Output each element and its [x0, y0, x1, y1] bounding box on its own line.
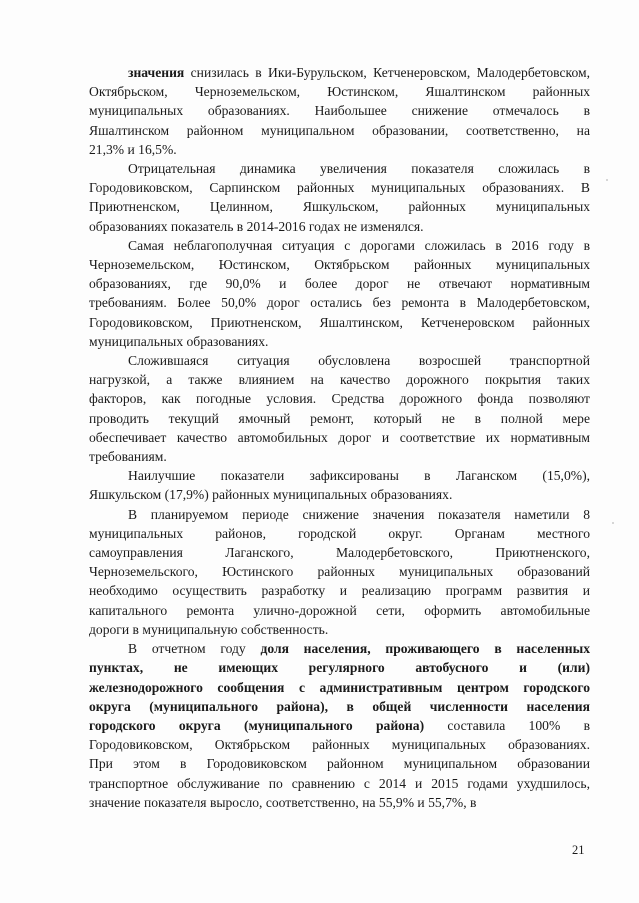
text-run: проводить текущий ямочный ремонт, который не в полной мере	[89, 410, 590, 426]
text-line	[89, 82, 590, 101]
text-run: требованиям.	[89, 449, 167, 465]
text-line	[89, 754, 590, 773]
text-line	[89, 524, 590, 543]
text-line	[89, 485, 590, 504]
text-line	[89, 178, 590, 197]
text-line	[89, 63, 590, 82]
text-run: транспортное обслуживание по сравнению с 2014 и 2015 годами ухудшилось,	[89, 775, 590, 791]
text-run: дороги в муниципальную собственность.	[89, 621, 329, 637]
text-run: В планируемом периоде снижение значения показателя наметили 8	[128, 506, 590, 522]
bold-text-run: пунктах, не имеющих регулярного автобусного и (или)	[89, 660, 590, 676]
text-line	[89, 217, 590, 236]
bold-text-run: округа (муниципального района), в общей численности населения	[89, 698, 590, 714]
text-line	[89, 562, 590, 581]
text-run: Городовиковском, Сарпинском районных муниципальных образованиях. В	[89, 180, 590, 196]
paragraph	[89, 351, 590, 466]
text-line	[89, 428, 590, 447]
text-line	[89, 581, 590, 600]
text-line	[89, 505, 590, 524]
text-line	[89, 678, 590, 697]
text-line	[89, 121, 590, 140]
text-line	[89, 101, 590, 120]
text-line	[89, 140, 590, 159]
text-line	[89, 409, 590, 428]
text-run: Яшкульском (17,9%) районных муниципальных образованиях.	[89, 487, 453, 503]
text-line	[89, 466, 590, 485]
text-line	[89, 313, 590, 332]
paragraph	[89, 505, 590, 639]
text-line	[89, 658, 590, 677]
text-run: факторов, как погодные условия. Средства дорожного фонда позволяют	[89, 391, 590, 407]
text-line	[89, 793, 590, 812]
text-run: Приютненском, Целинном, Яшкульском, районных муниципальных	[89, 199, 590, 215]
text-run: Яшалтинском районном муниципальном образовании, соответственно, на	[89, 122, 590, 138]
text-line	[89, 774, 590, 793]
text-line	[89, 332, 590, 351]
bold-text-run: городского округа (муниципального района)	[89, 717, 425, 733]
bold-text-run: железнодорожного сообщения с административным центром городского	[89, 679, 590, 695]
text-run: требованиям. Более 50,0% дорог остались без ремонта в Малодербетовском,	[89, 295, 590, 311]
text-run: При этом в Городовиковском районном муниципальном образовании	[89, 756, 590, 772]
text-line	[89, 351, 590, 370]
text-line	[89, 620, 590, 639]
text-run: муниципальных образованиях. Наибольшее снижение отмечалось в	[89, 103, 590, 119]
paragraph	[89, 639, 590, 812]
page-number: 21	[572, 843, 585, 857]
text-line	[89, 236, 590, 255]
text-line	[89, 255, 590, 274]
text-run: 21,3% и 16,5%.	[89, 141, 177, 157]
paragraph	[89, 159, 590, 236]
text-run: Наилучшие показатели зафиксированы в Лаганском (15,0%),	[128, 468, 590, 484]
text-run: Октябрьском, Черноземельском, Юстинском, Яшалтинском районных	[89, 84, 590, 100]
scan-speck	[612, 522, 614, 524]
text-run: Городовиковском, Приютненском, Яшалтинском, Кетченеровском районных	[89, 314, 590, 330]
text-run: необходимо осуществить разработку и реализацию программ развития и	[89, 583, 590, 599]
bold-text-run: доля населения, проживающего в населенных	[260, 641, 591, 657]
text-run: муниципальных районов, городской округ. Органам местного	[89, 525, 590, 541]
text-run: нагрузкой, а также влиянием на качество дорожного покрытия таких	[89, 372, 590, 388]
text-run: капитального ремонта улично-дорожной сети, оформить автомобильные	[89, 602, 590, 618]
text-line	[89, 159, 590, 178]
text-run: Отрицательная динамика увеличения показателя сложилась в	[128, 161, 590, 177]
text-line	[89, 697, 590, 716]
text-run: Черноземельском, Юстинском, Октябрьском районных муниципальных	[89, 257, 590, 273]
paragraph	[89, 236, 590, 351]
text-run: самоуправления Лаганского, Малодербетовского, Приютненского,	[89, 545, 590, 561]
document-body	[89, 63, 590, 812]
text-run: В отчетном году	[128, 641, 261, 657]
text-run: образованиях, где 90,0% и более дорог не отвечают нормативным	[89, 276, 590, 292]
text-run: снизилась в Ики-Бурульском, Кетченеровском, Малодербетовском,	[184, 65, 590, 80]
paragraph	[89, 63, 590, 159]
text-line	[89, 370, 590, 389]
text-line	[89, 601, 590, 620]
text-run: составила 100% в	[424, 717, 590, 733]
scan-speck	[606, 179, 608, 181]
text-line	[89, 716, 590, 735]
text-run: муниципальных образованиях.	[89, 333, 269, 349]
text-line	[89, 447, 590, 466]
text-run: образованиях показатель в 2014-2016 годах не изменялся.	[89, 218, 424, 234]
text-line	[89, 274, 590, 293]
text-line	[89, 639, 590, 658]
text-line	[89, 389, 590, 408]
text-run: Городовиковском, Октябрьском районных муниципальных образованиях.	[89, 737, 590, 753]
text-run: Самая неблагополучная ситуация с дорогами сложилась в 2016 году в	[128, 237, 590, 253]
text-run: Сложившаяся ситуация обусловлена возросшей транспортной	[128, 353, 590, 369]
text-line	[89, 197, 590, 216]
paragraph	[89, 466, 590, 504]
bold-text-run: значения	[128, 65, 185, 80]
text-run: Черноземельского, Юстинского районных муниципальных образований	[89, 564, 590, 580]
text-line	[89, 735, 590, 754]
text-run: значение показателя выросло, соответственно, на 55,9% и 55,7%, в	[89, 794, 477, 810]
text-line	[89, 293, 590, 312]
text-line	[89, 543, 590, 562]
text-run: обеспечивает качество автомобильных дорог и соответствие их нормативным	[89, 429, 590, 445]
